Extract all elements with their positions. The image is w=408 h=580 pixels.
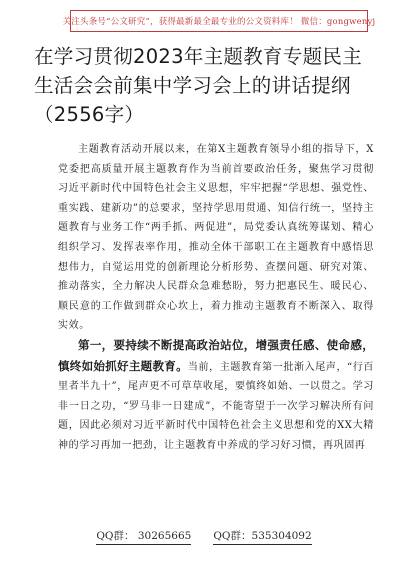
paragraph-1: 主题教育活动开展以来，在第X主题教育领导小组的指导下，X党委把高质量开展主题教育作为当前首要政治任务，聚焦学习贯彻习近平新时代中国特色社会主义思想，牢牢把握“学思想、强党性、重实践、建新功”的总要求，坚持学思用贯通、知信行统一，坚持主题教育与业务工作“两手抓、两促进”，局党委认真统筹谋划、精心组织学习、发挥表率作用，推动全体干部职工在主题教育中感悟思想伟力，自觉运用党的创新理论分析形势、查摆问题、研究对策、推动落实，全力解决人民群众急难愁盼，努力把惠民生、暖民心、顺民意的工作做到群众心坎上，着力推动主题教育不断深入、取得实效。 [58, 144, 374, 332]
document-title: 在学习贯彻2023年主题教育专题民主生活会会前集中学习会上的讲话提纲（2556字） [34, 45, 363, 126]
footer-qq-group-2: QQ群：535304092 [213, 528, 311, 545]
footer [0, 528, 408, 545]
footer-qq-group-1: QQ群： 30265665 [96, 528, 191, 545]
paragraph-2-text: 当前，主题教育第一批渐入尾声，“行百里者半九十”，尾声更不可草草收尾，要慎终如始、一以贯之。学习非一日之功，“罗马非一日建成”，不能寄望于一次学习解决所有问题，因此必须对习近平新时代中国特色社会主义思想和党的XX大精神的学习再加一把劲，让主题教育中养成的学习好习惯，再巩固再 [58, 361, 374, 451]
paragraph-2 [58, 336, 374, 456]
paragraph-2-lead: 第一，要持续不断提高政治站位，增强责任感、使命感，慎终如始抓好主题教育。 [58, 337, 374, 373]
document-body [58, 140, 374, 456]
header-banner: 关注头条号“公文研究”，获得最新最全最专业的公文资料库！ 微信：gongwenyj [70, 10, 368, 32]
